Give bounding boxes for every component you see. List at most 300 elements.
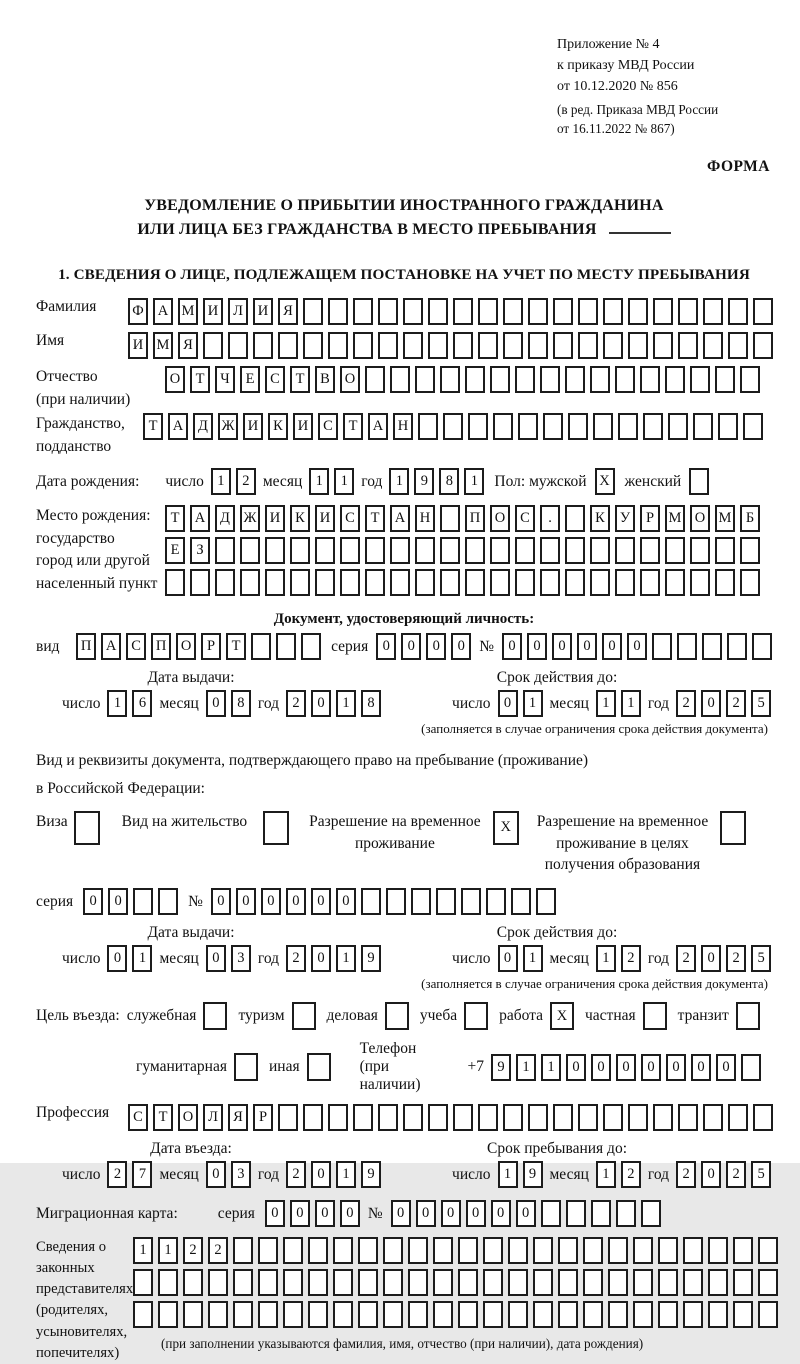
- char-box[interactable]: [458, 1301, 478, 1328]
- char-box[interactable]: С: [340, 505, 360, 532]
- char-box[interactable]: Т: [365, 505, 385, 532]
- char-box[interactable]: 0: [498, 690, 518, 717]
- char-box[interactable]: 2: [621, 945, 641, 972]
- char-box[interactable]: [540, 569, 560, 596]
- char-box[interactable]: [428, 298, 448, 325]
- char-box[interactable]: [258, 1269, 278, 1296]
- char-box[interactable]: А: [101, 633, 121, 660]
- char-box[interactable]: [633, 1269, 653, 1296]
- char-box[interactable]: 0: [206, 690, 226, 717]
- char-box[interactable]: [133, 1269, 153, 1296]
- char-box[interactable]: Ж: [240, 505, 260, 532]
- char-box[interactable]: 1: [336, 1161, 356, 1188]
- char-box[interactable]: 2: [726, 1161, 746, 1188]
- char-box[interactable]: 9: [491, 1054, 511, 1081]
- char-box[interactable]: [740, 537, 760, 564]
- char-box[interactable]: [553, 1104, 573, 1131]
- char-box[interactable]: [411, 888, 431, 915]
- char-box[interactable]: [590, 537, 610, 564]
- char-box[interactable]: 0: [591, 1054, 611, 1081]
- char-box[interactable]: 0: [311, 690, 331, 717]
- char-box[interactable]: [183, 1301, 203, 1328]
- char-box[interactable]: 0: [552, 633, 572, 660]
- char-box[interactable]: [490, 569, 510, 596]
- char-box[interactable]: Ж: [218, 413, 238, 440]
- char-box[interactable]: [303, 1104, 323, 1131]
- char-box[interactable]: Р: [253, 1104, 273, 1131]
- char-box[interactable]: 8: [231, 690, 251, 717]
- char-box[interactable]: [251, 633, 271, 660]
- char-box[interactable]: [703, 332, 723, 359]
- char-box[interactable]: 1: [334, 468, 354, 495]
- char-box[interactable]: [653, 332, 673, 359]
- char-box[interactable]: 6: [132, 690, 152, 717]
- char-box[interactable]: А: [190, 505, 210, 532]
- char-box[interactable]: [715, 569, 735, 596]
- char-box[interactable]: [340, 569, 360, 596]
- char-box[interactable]: А: [390, 505, 410, 532]
- char-box[interactable]: О: [490, 505, 510, 532]
- char-box[interactable]: 1: [596, 945, 616, 972]
- char-box[interactable]: [408, 1269, 428, 1296]
- char-box[interactable]: [533, 1237, 553, 1264]
- char-box[interactable]: Я: [178, 332, 198, 359]
- char-box[interactable]: 0: [261, 888, 281, 915]
- char-box[interactable]: Ф: [128, 298, 148, 325]
- char-box[interactable]: Н: [415, 505, 435, 532]
- char-box[interactable]: [640, 569, 660, 596]
- char-box[interactable]: У: [615, 505, 635, 532]
- char-box[interactable]: X: [595, 468, 615, 495]
- char-box[interactable]: 0: [416, 1200, 436, 1227]
- char-box[interactable]: 9: [523, 1161, 543, 1188]
- char-box[interactable]: [253, 332, 273, 359]
- char-box[interactable]: 0: [691, 1054, 711, 1081]
- char-box[interactable]: 5: [751, 945, 771, 972]
- char-box[interactable]: Д: [193, 413, 213, 440]
- char-box[interactable]: 0: [701, 1161, 721, 1188]
- char-box[interactable]: [558, 1269, 578, 1296]
- char-box[interactable]: 1: [389, 468, 409, 495]
- char-box[interactable]: [708, 1269, 728, 1296]
- char-box[interactable]: [728, 1104, 748, 1131]
- char-box[interactable]: П: [465, 505, 485, 532]
- char-box[interactable]: [583, 1269, 603, 1296]
- char-box[interactable]: [615, 366, 635, 393]
- char-box[interactable]: [720, 811, 746, 845]
- char-box[interactable]: [433, 1269, 453, 1296]
- char-box[interactable]: [358, 1301, 378, 1328]
- char-box[interactable]: [558, 1301, 578, 1328]
- char-box[interactable]: [508, 1237, 528, 1264]
- char-box[interactable]: [490, 537, 510, 564]
- char-box[interactable]: [408, 1237, 428, 1264]
- char-box[interactable]: [276, 633, 296, 660]
- char-box[interactable]: [715, 366, 735, 393]
- char-box[interactable]: [690, 366, 710, 393]
- char-box[interactable]: 1: [523, 690, 543, 717]
- char-box[interactable]: О: [340, 366, 360, 393]
- char-box[interactable]: [608, 1301, 628, 1328]
- char-box[interactable]: Е: [165, 537, 185, 564]
- char-box[interactable]: А: [368, 413, 388, 440]
- char-box[interactable]: [658, 1237, 678, 1264]
- char-box[interactable]: Т: [165, 505, 185, 532]
- char-box[interactable]: [643, 1002, 667, 1030]
- char-box[interactable]: [258, 1301, 278, 1328]
- char-box[interactable]: [741, 1054, 761, 1081]
- char-box[interactable]: 0: [666, 1054, 686, 1081]
- char-box[interactable]: [258, 1237, 278, 1264]
- char-box[interactable]: 0: [577, 633, 597, 660]
- char-box[interactable]: [633, 1237, 653, 1264]
- char-box[interactable]: 0: [211, 888, 231, 915]
- char-box[interactable]: 1: [541, 1054, 561, 1081]
- char-box[interactable]: 5: [751, 690, 771, 717]
- char-box[interactable]: 9: [414, 468, 434, 495]
- char-box[interactable]: [558, 1237, 578, 1264]
- char-box[interactable]: [233, 1301, 253, 1328]
- char-box[interactable]: 0: [401, 633, 421, 660]
- char-box[interactable]: 0: [441, 1200, 461, 1227]
- char-box[interactable]: [653, 298, 673, 325]
- char-box[interactable]: [683, 1301, 703, 1328]
- char-box[interactable]: [508, 1301, 528, 1328]
- char-box[interactable]: [365, 537, 385, 564]
- char-box[interactable]: [383, 1269, 403, 1296]
- char-box[interactable]: [478, 332, 498, 359]
- char-box[interactable]: [733, 1269, 753, 1296]
- char-box[interactable]: [303, 332, 323, 359]
- char-box[interactable]: Я: [278, 298, 298, 325]
- char-box[interactable]: Т: [153, 1104, 173, 1131]
- char-box[interactable]: 2: [286, 1161, 306, 1188]
- char-box[interactable]: 0: [502, 633, 522, 660]
- char-box[interactable]: Р: [201, 633, 221, 660]
- char-box[interactable]: [652, 633, 672, 660]
- char-box[interactable]: 0: [701, 690, 721, 717]
- char-box[interactable]: [307, 1053, 331, 1081]
- char-box[interactable]: [543, 413, 563, 440]
- char-box[interactable]: [483, 1237, 503, 1264]
- char-box[interactable]: [403, 298, 423, 325]
- char-box[interactable]: [333, 1269, 353, 1296]
- char-box[interactable]: И: [203, 298, 223, 325]
- char-box[interactable]: [733, 1237, 753, 1264]
- char-box[interactable]: [703, 1104, 723, 1131]
- char-box[interactable]: .: [540, 505, 560, 532]
- char-box[interactable]: 1: [336, 945, 356, 972]
- char-box[interactable]: 0: [290, 1200, 310, 1227]
- char-box[interactable]: [378, 298, 398, 325]
- char-box[interactable]: [415, 366, 435, 393]
- char-box[interactable]: Д: [215, 505, 235, 532]
- char-box[interactable]: [628, 332, 648, 359]
- char-box[interactable]: К: [290, 505, 310, 532]
- char-box[interactable]: [233, 1237, 253, 1264]
- char-box[interactable]: [478, 298, 498, 325]
- char-box[interactable]: 8: [361, 690, 381, 717]
- char-box[interactable]: К: [590, 505, 610, 532]
- char-box[interactable]: [583, 1301, 603, 1328]
- char-box[interactable]: 0: [83, 888, 103, 915]
- char-box[interactable]: [215, 537, 235, 564]
- char-box[interactable]: И: [293, 413, 313, 440]
- char-box[interactable]: [641, 1200, 661, 1227]
- char-box[interactable]: [693, 413, 713, 440]
- char-box[interactable]: [690, 569, 710, 596]
- char-box[interactable]: 0: [602, 633, 622, 660]
- char-box[interactable]: [328, 1104, 348, 1131]
- char-box[interactable]: [353, 332, 373, 359]
- char-box[interactable]: 0: [716, 1054, 736, 1081]
- char-box[interactable]: [740, 569, 760, 596]
- char-box[interactable]: 1: [596, 690, 616, 717]
- char-box[interactable]: [390, 569, 410, 596]
- char-box[interactable]: [165, 569, 185, 596]
- char-box[interactable]: [183, 1269, 203, 1296]
- char-box[interactable]: 2: [676, 1161, 696, 1188]
- char-box[interactable]: [458, 1269, 478, 1296]
- char-box[interactable]: З: [190, 537, 210, 564]
- char-box[interactable]: 0: [566, 1054, 586, 1081]
- char-box[interactable]: [665, 537, 685, 564]
- char-box[interactable]: 1: [336, 690, 356, 717]
- char-box[interactable]: [315, 569, 335, 596]
- char-box[interactable]: Т: [290, 366, 310, 393]
- char-box[interactable]: [418, 413, 438, 440]
- char-box[interactable]: 0: [516, 1200, 536, 1227]
- char-box[interactable]: [603, 1104, 623, 1131]
- char-box[interactable]: 1: [211, 468, 231, 495]
- char-box[interactable]: [553, 332, 573, 359]
- char-box[interactable]: [678, 1104, 698, 1131]
- char-box[interactable]: Т: [143, 413, 163, 440]
- char-box[interactable]: [753, 1104, 773, 1131]
- char-box[interactable]: [378, 1104, 398, 1131]
- char-box[interactable]: 0: [641, 1054, 661, 1081]
- char-box[interactable]: [436, 888, 456, 915]
- char-box[interactable]: 0: [206, 1161, 226, 1188]
- char-box[interactable]: Н: [393, 413, 413, 440]
- char-box[interactable]: [677, 633, 697, 660]
- char-box[interactable]: Р: [640, 505, 660, 532]
- char-box[interactable]: [190, 569, 210, 596]
- char-box[interactable]: [643, 413, 663, 440]
- char-box[interactable]: [515, 537, 535, 564]
- char-box[interactable]: [203, 332, 223, 359]
- char-box[interactable]: [208, 1301, 228, 1328]
- char-box[interactable]: [453, 1104, 473, 1131]
- char-box[interactable]: [328, 298, 348, 325]
- char-box[interactable]: [333, 1301, 353, 1328]
- char-box[interactable]: [478, 1104, 498, 1131]
- char-box[interactable]: [340, 537, 360, 564]
- char-box[interactable]: [503, 298, 523, 325]
- char-box[interactable]: [566, 1200, 586, 1227]
- char-box[interactable]: [640, 537, 660, 564]
- char-box[interactable]: [303, 298, 323, 325]
- char-box[interactable]: [158, 888, 178, 915]
- char-box[interactable]: 2: [726, 945, 746, 972]
- char-box[interactable]: 0: [206, 945, 226, 972]
- char-box[interactable]: [708, 1301, 728, 1328]
- char-box[interactable]: [540, 366, 560, 393]
- char-box[interactable]: [158, 1269, 178, 1296]
- char-box[interactable]: [443, 413, 463, 440]
- char-box[interactable]: 1: [309, 468, 329, 495]
- char-box[interactable]: О: [178, 1104, 198, 1131]
- char-box[interactable]: С: [126, 633, 146, 660]
- char-box[interactable]: 7: [132, 1161, 152, 1188]
- char-box[interactable]: [752, 633, 772, 660]
- char-box[interactable]: 2: [621, 1161, 641, 1188]
- char-box[interactable]: [228, 332, 248, 359]
- char-box[interactable]: [718, 413, 738, 440]
- char-box[interactable]: [618, 413, 638, 440]
- char-box[interactable]: 1: [516, 1054, 536, 1081]
- char-box[interactable]: О: [176, 633, 196, 660]
- char-box[interactable]: 1: [107, 690, 127, 717]
- char-box[interactable]: 1: [523, 945, 543, 972]
- char-box[interactable]: [515, 366, 535, 393]
- char-box[interactable]: [240, 537, 260, 564]
- char-box[interactable]: [365, 366, 385, 393]
- char-box[interactable]: [308, 1237, 328, 1264]
- char-box[interactable]: Т: [190, 366, 210, 393]
- char-box[interactable]: [668, 413, 688, 440]
- char-box[interactable]: [263, 811, 289, 845]
- char-box[interactable]: [378, 332, 398, 359]
- char-box[interactable]: [415, 569, 435, 596]
- char-box[interactable]: М: [715, 505, 735, 532]
- char-box[interactable]: 0: [701, 945, 721, 972]
- char-box[interactable]: Б: [740, 505, 760, 532]
- char-box[interactable]: К: [268, 413, 288, 440]
- char-box[interactable]: [511, 888, 531, 915]
- char-box[interactable]: 0: [108, 888, 128, 915]
- char-box[interactable]: [565, 569, 585, 596]
- char-box[interactable]: 0: [315, 1200, 335, 1227]
- char-box[interactable]: [590, 569, 610, 596]
- char-box[interactable]: О: [690, 505, 710, 532]
- char-box[interactable]: 1: [464, 468, 484, 495]
- char-box[interactable]: 2: [183, 1237, 203, 1264]
- char-box[interactable]: [308, 1269, 328, 1296]
- char-box[interactable]: [464, 1002, 488, 1030]
- char-box[interactable]: [715, 537, 735, 564]
- char-box[interactable]: 1: [621, 690, 641, 717]
- char-box[interactable]: [528, 1104, 548, 1131]
- char-box[interactable]: 0: [286, 888, 306, 915]
- char-box[interactable]: 3: [231, 1161, 251, 1188]
- char-box[interactable]: [465, 569, 485, 596]
- char-box[interactable]: [653, 1104, 673, 1131]
- char-box[interactable]: 3: [231, 945, 251, 972]
- char-box[interactable]: [541, 1200, 561, 1227]
- char-box[interactable]: [658, 1301, 678, 1328]
- char-box[interactable]: [633, 1301, 653, 1328]
- char-box[interactable]: [743, 413, 763, 440]
- char-box[interactable]: О: [165, 366, 185, 393]
- char-box[interactable]: 0: [616, 1054, 636, 1081]
- char-box[interactable]: [665, 366, 685, 393]
- char-box[interactable]: М: [178, 298, 198, 325]
- char-box[interactable]: 0: [466, 1200, 486, 1227]
- char-box[interactable]: [240, 569, 260, 596]
- char-box[interactable]: [233, 1269, 253, 1296]
- char-box[interactable]: [493, 413, 513, 440]
- char-box[interactable]: 2: [236, 468, 256, 495]
- char-box[interactable]: 0: [265, 1200, 285, 1227]
- char-box[interactable]: [702, 633, 722, 660]
- char-box[interactable]: [515, 569, 535, 596]
- char-box[interactable]: 1: [498, 1161, 518, 1188]
- char-box[interactable]: [215, 569, 235, 596]
- char-box[interactable]: [508, 1269, 528, 1296]
- char-box[interactable]: [383, 1237, 403, 1264]
- char-box[interactable]: [278, 332, 298, 359]
- char-box[interactable]: [736, 1002, 760, 1030]
- char-box[interactable]: [758, 1237, 778, 1264]
- char-box[interactable]: [278, 1104, 298, 1131]
- char-box[interactable]: П: [76, 633, 96, 660]
- char-box[interactable]: [290, 569, 310, 596]
- char-box[interactable]: [265, 537, 285, 564]
- char-box[interactable]: [528, 332, 548, 359]
- char-box[interactable]: [503, 1104, 523, 1131]
- char-box[interactable]: [292, 1002, 316, 1030]
- char-box[interactable]: [578, 298, 598, 325]
- char-box[interactable]: [301, 633, 321, 660]
- char-box[interactable]: [133, 1301, 153, 1328]
- char-box[interactable]: М: [153, 332, 173, 359]
- char-box[interactable]: 0: [311, 945, 331, 972]
- char-box[interactable]: [283, 1237, 303, 1264]
- char-box[interactable]: С: [128, 1104, 148, 1131]
- char-box[interactable]: [753, 298, 773, 325]
- char-box[interactable]: И: [128, 332, 148, 359]
- char-box[interactable]: [433, 1237, 453, 1264]
- char-box[interactable]: И: [243, 413, 263, 440]
- char-box[interactable]: [283, 1269, 303, 1296]
- char-box[interactable]: [608, 1269, 628, 1296]
- char-box[interactable]: [727, 633, 747, 660]
- char-box[interactable]: [683, 1269, 703, 1296]
- char-box[interactable]: 0: [491, 1200, 511, 1227]
- char-box[interactable]: [593, 413, 613, 440]
- char-box[interactable]: [453, 298, 473, 325]
- char-box[interactable]: 1: [132, 945, 152, 972]
- char-box[interactable]: 8: [439, 468, 459, 495]
- char-box[interactable]: [703, 298, 723, 325]
- char-box[interactable]: [358, 1269, 378, 1296]
- char-box[interactable]: [533, 1301, 553, 1328]
- char-box[interactable]: [615, 537, 635, 564]
- char-box[interactable]: 2: [676, 945, 696, 972]
- char-box[interactable]: [428, 1104, 448, 1131]
- char-box[interactable]: [208, 1269, 228, 1296]
- char-box[interactable]: 1: [596, 1161, 616, 1188]
- char-box[interactable]: [528, 298, 548, 325]
- char-box[interactable]: 0: [107, 945, 127, 972]
- char-box[interactable]: И: [253, 298, 273, 325]
- char-box[interactable]: [603, 332, 623, 359]
- char-box[interactable]: Л: [228, 298, 248, 325]
- char-box[interactable]: 2: [286, 690, 306, 717]
- char-box[interactable]: [553, 298, 573, 325]
- char-box[interactable]: [465, 537, 485, 564]
